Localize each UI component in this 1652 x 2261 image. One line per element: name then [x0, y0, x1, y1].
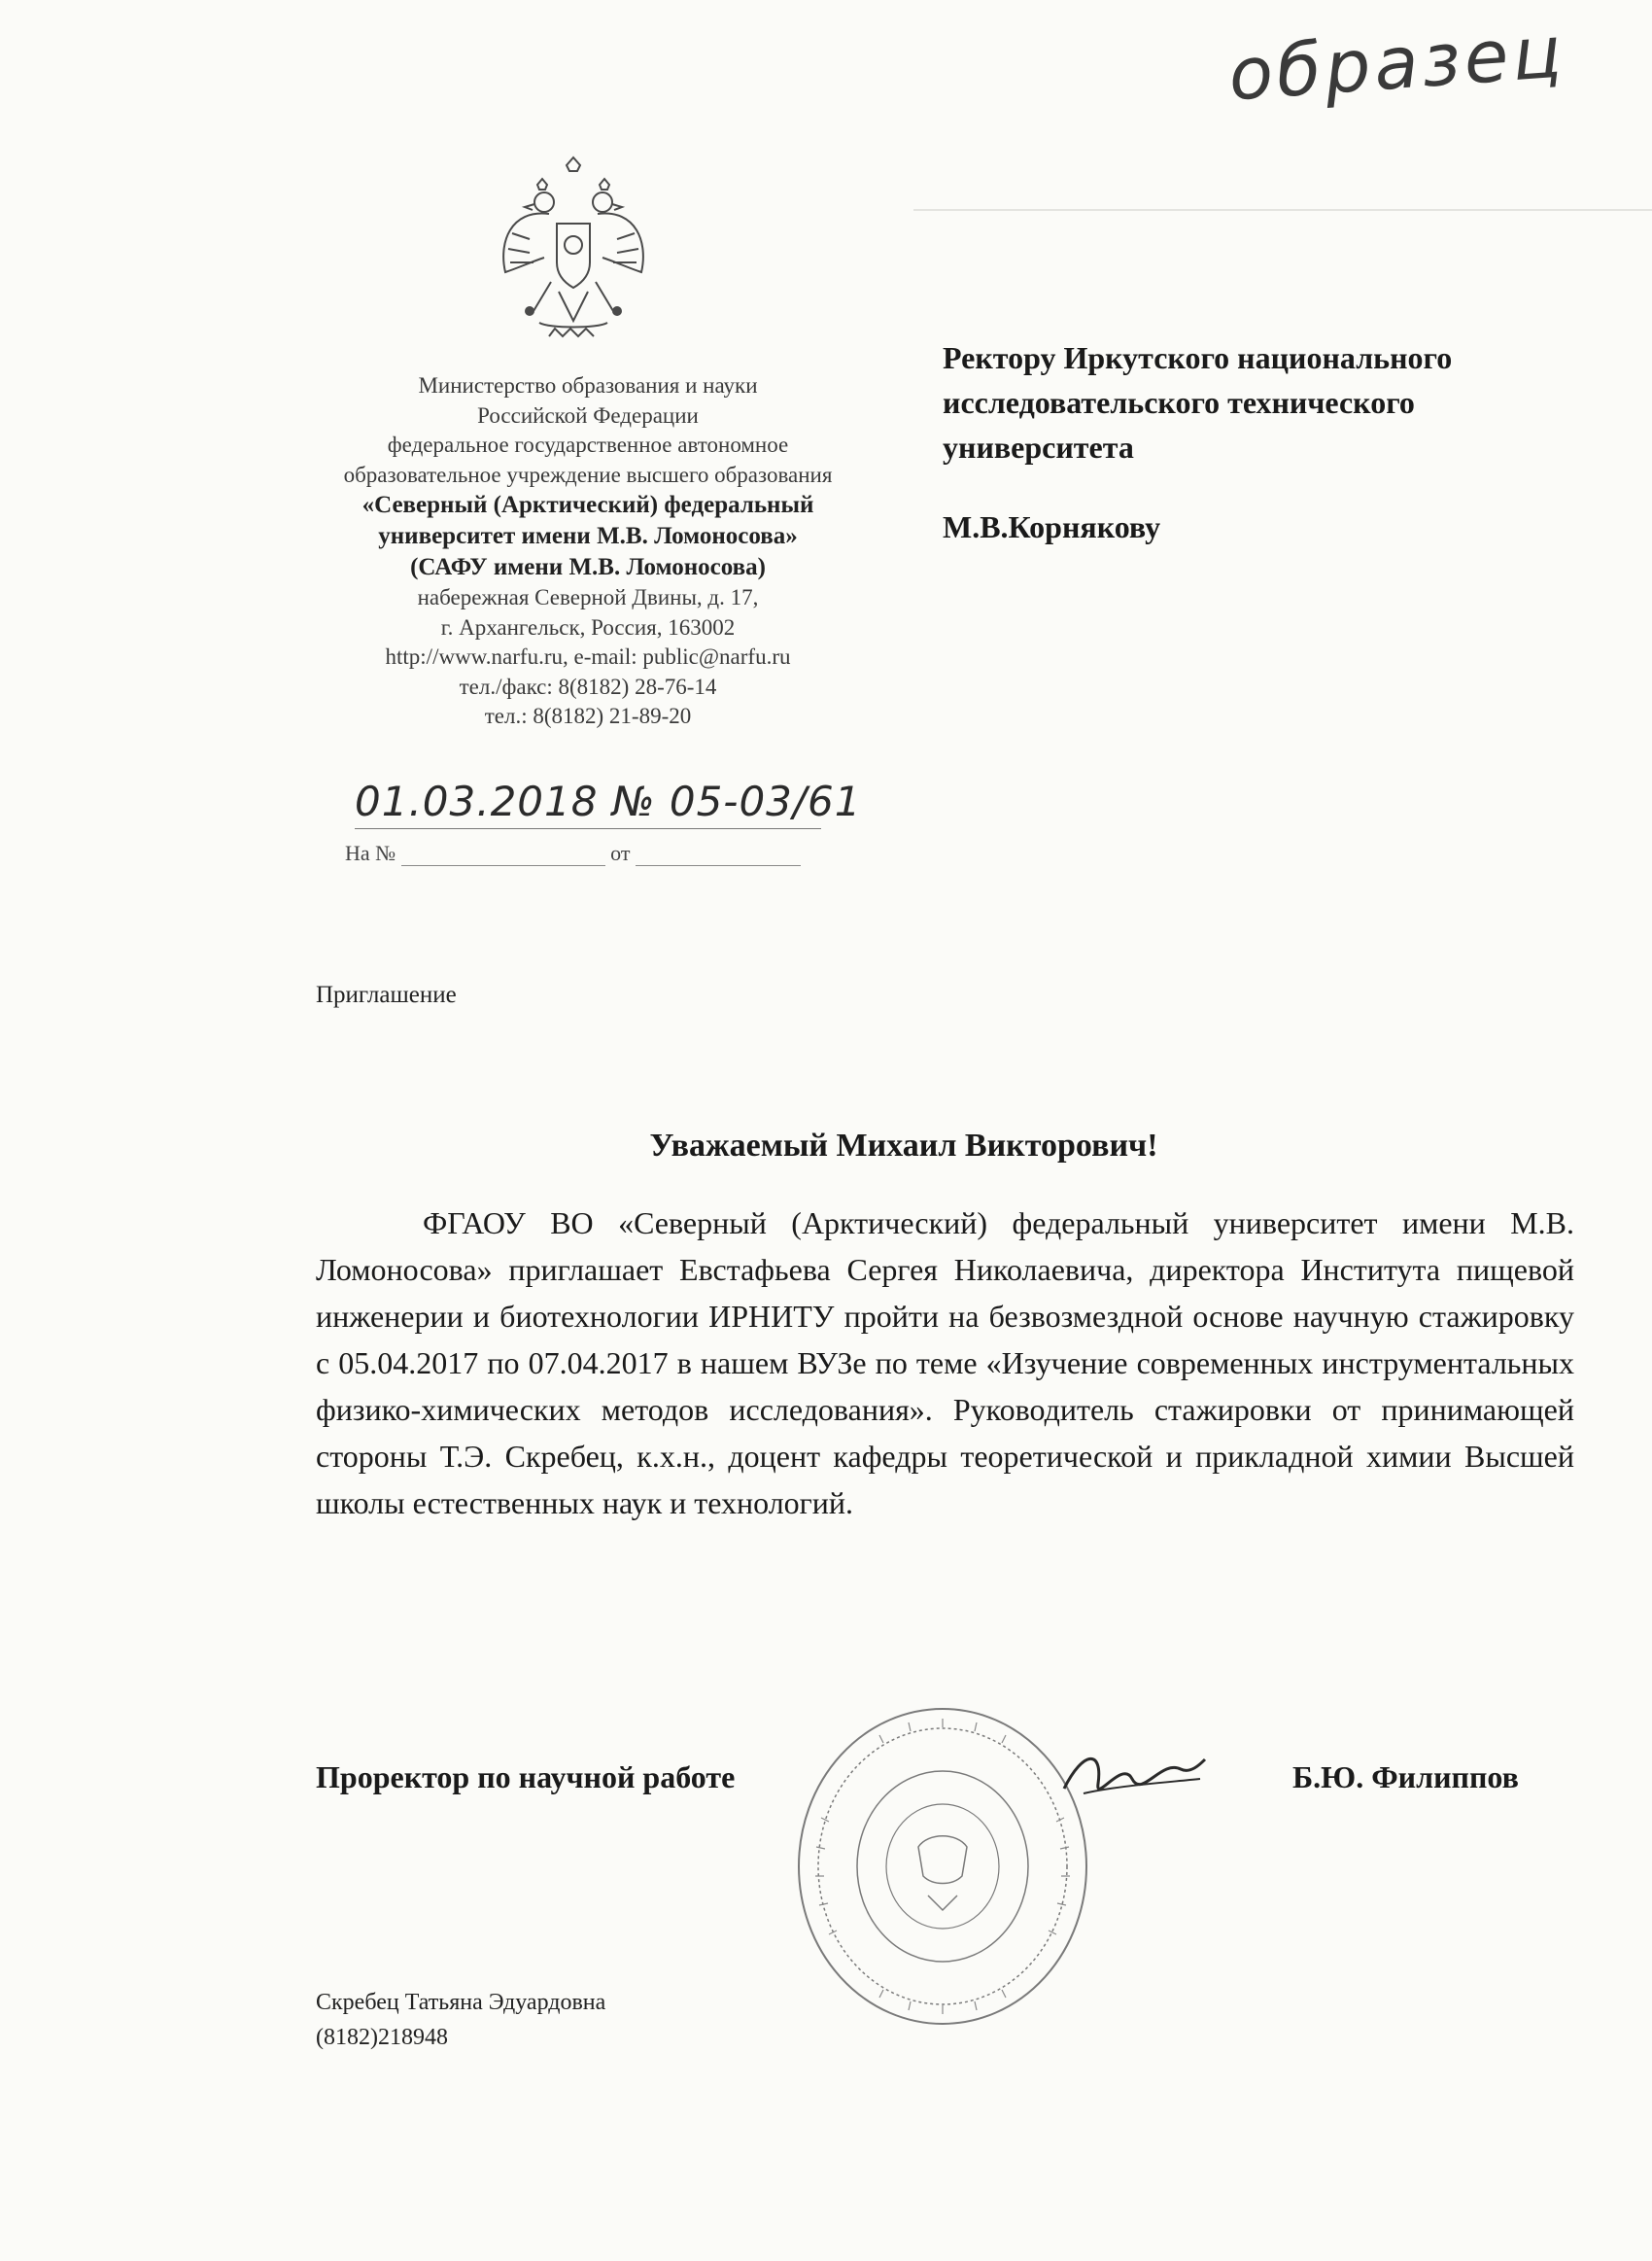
addressee-line-3: университета	[943, 430, 1134, 465]
ref-number-label: На №	[345, 841, 396, 865]
addressee-line-2: исследовательского технического	[943, 385, 1415, 420]
signatory-title: Проректор по научной работе	[316, 1759, 736, 1794]
fax-line: тел./факс: 8(8182) 28-76-14	[459, 674, 717, 699]
institution-type-line-1: федеральное государственное автономное	[387, 433, 789, 457]
university-name-line-2: университет имени М.В. Ломоносова»	[378, 523, 798, 549]
ref-from-label: от	[610, 841, 631, 865]
official-seal-icon	[792, 1701, 1093, 2032]
document-type: Приглашение	[316, 982, 457, 1008]
contact-block	[316, 1985, 605, 2055]
handwritten-watermark: образец	[1225, 10, 1568, 118]
address-line-1: набережная Северной Двины, д. 17,	[417, 585, 759, 609]
eagle-emblem-icon	[491, 156, 656, 350]
addressee-line-1: Ректору Иркутского национального	[943, 340, 1453, 375]
university-name-line-1: «Северный (Арктический) федеральный	[361, 492, 814, 518]
contact-name: Скребец Татьяна Эдуардовна	[316, 1990, 606, 2015]
salutation: Уважаемый Михаил Викторович!	[649, 1128, 1158, 1164]
institution-type-line-2: образовательное учреждение высшего образования	[343, 462, 833, 487]
addressee-block	[943, 335, 1603, 549]
sender-letterhead	[277, 371, 899, 732]
ministry-line-1: Министерство образования и науки	[418, 373, 758, 398]
addressee-name: М.В.Корнякову	[943, 509, 1161, 544]
phone-line: тел.: 8(8182) 21-89-20	[484, 704, 692, 728]
handwritten-signature-icon	[1054, 1740, 1210, 1818]
registration-number-handwritten: 01.03.2018 № 05-03/61	[355, 778, 862, 825]
reference-line	[345, 841, 831, 866]
university-short-name: (САФУ имени М.В. Ломоносова)	[410, 554, 766, 580]
web-email-line: http://www.narfu.ru, e-mail: public@narfu.ru	[385, 644, 791, 669]
contact-phone: (8182)218948	[316, 2025, 448, 2050]
signatory-name: Б.Ю. Филиппов	[1292, 1759, 1519, 1794]
scan-artifact-line	[913, 209, 1652, 211]
ministry-line-2: Российской Федерации	[477, 402, 699, 428]
address-line-2: г. Архангельск, Россия, 163002	[440, 614, 736, 640]
ref-date-blank	[636, 865, 801, 866]
ref-number-blank	[401, 865, 605, 866]
letter-body: ФГАОУ ВО «Северный (Арктический) федеральный университет имени М.В. Ломоносова» приглашает Евстафьева Сергея Николаевича, директора Института пищевой инженерии и биотехнологии ИРНИТУ пройти на безвозмездной основе научную стажировку с 05.04.2017 по 07.04.2017 в нашем ВУЗе по теме «Изучение современных инструментальных физико-химических методов исследования». Руководитель стажировки от принимающей стороны Т.Э. Скребец, к.х.н., доцент кафедры теоретической и прикладной химии Высшей школы естественных наук и технологий.	[316, 1205, 1574, 1520]
